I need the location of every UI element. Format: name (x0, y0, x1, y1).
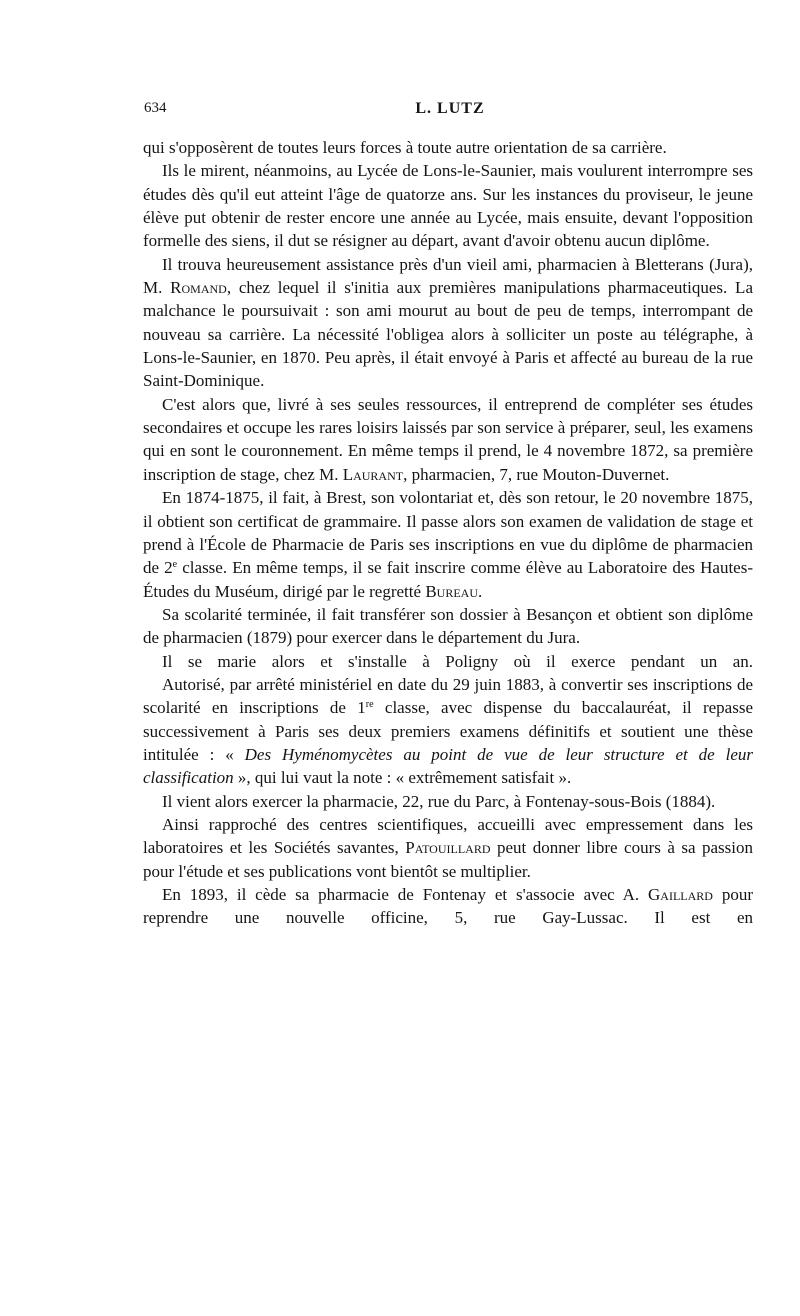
paragraph-1 (143, 136, 753, 159)
paragraph-10-text-b: peut donner libre cours à sa passion pour l'étude et ses publications vont bientôt se multiplier. (143, 838, 753, 881)
paragraph-3-text-a: Il trouva heureusement assistance près d'un vieil ami, pharmacien à Bletterans (Jura), M. (143, 254, 753, 298)
superscript-e: e (172, 559, 178, 571)
person-name-romand: Romand (170, 278, 227, 298)
person-name-gaillard: Gaillard (648, 885, 713, 904)
running-head (140, 100, 760, 124)
page-number: 634 (144, 100, 167, 116)
paragraph-1-text: qui s'opposèrent de toutes leurs forces à toute autre orientation de sa carrière. (143, 138, 667, 157)
paragraph-6-text: Sa scolarité terminée, il fait transférer son dossier à Besançon et obtient son diplôme de pharmacien (1879) pour exercer dans le département du Jura. (143, 604, 753, 648)
paragraph-4 (143, 393, 753, 486)
paragraph-4-text-b: , pharmacien, 7, rue Mouton-Duvernet. (403, 464, 670, 484)
paragraph-11-text-b: pour reprendre une nouvelle officine, 5, rue Gay-Lussac. Il est en (143, 885, 753, 928)
paragraph-4-text-a: C'est alors que, livré à ses seules ressources, il entreprend de compléter ses études secondaires et occupe les rares loisirs laissés par son service à préparer, seul, les examens qui en sont le couronnement. En même temps il prend, le 4 novembre 1872, sa première inscription de stage, chez M. (143, 394, 753, 484)
paragraph-9-text: Il vient alors exercer la pharmacie, 22, rue du Parc, à Fontenay-sous-Bois (1884). (162, 791, 716, 811)
paragraph-11-text-a: En 1893, il cède sa pharmacie de Fontenay et s'associe avec A. (162, 885, 649, 904)
paragraph-8-text-a: Autorisé, par arrêté ministériel en date du 29 juin 1883, à convertir ses inscriptions de scolarité en inscriptions de 1 (143, 674, 753, 718)
paragraph-7 (143, 650, 753, 673)
paragraph-3 (143, 253, 753, 393)
paragraph-7-text: Il se marie alors et s'installe à Poligny où il exerce pendant un an. (162, 651, 753, 671)
person-name-patouillard: Patouillard (405, 838, 491, 858)
paragraph-2 (143, 159, 753, 252)
paragraph-9 (143, 790, 753, 813)
person-name-bureau: Bureau (425, 581, 478, 601)
paragraph-5-text-b: classe. En même temps, il se fait inscrire comme élève au Laboratoire des Hautes-Études du Muséum, dirigé par le regretté (143, 558, 753, 601)
superscript-re: re (365, 699, 374, 711)
paragraph-11 (143, 883, 753, 930)
paragraph-6 (143, 603, 753, 650)
running-title: L. LUTZ (415, 100, 485, 117)
paragraph-10 (143, 813, 753, 883)
paragraph-8 (143, 673, 753, 790)
paragraph-8-text-b: classe, avec dispense du baccalauréat, il repasse successivement à Paris ses deux premiers examens définitifs et soutient une thèse intitulée : « (143, 698, 753, 764)
paragraph-3-text-b: , chez lequel il s'initia aux premières manipulations pharmaceutiques. La malchance le poursuivait : son ami mourut au bout de peu de temps, interrompant de nouveau sa carrière. La nécessité l'obligea alors à solliciter un poste au télégraphe, à Lons-le-Saunier, en 1870. Peu après, il était envoyé à Paris et affecté au bureau de la rue Saint-Dominique. (143, 278, 753, 391)
paragraph-10-text-a: Ainsi rapproché des centres scientifiques, accueilli avec empressement dans les laboratoires et les Sociétés savantes, (143, 814, 753, 858)
paragraph-8-text-c: », qui lui vaut la note : « extrêmement satisfait ». (233, 768, 572, 788)
paragraph-5-text-c: . (477, 581, 483, 601)
paragraph-2-text: Ils le mirent, néanmoins, au Lycée de Lons-le-Saunier, mais voulurent interrompre ses études dès qu'il eut atteint l'âge de quatorze ans. Sur les instances du proviseur, le jeune élève put obtenir de rester encore une année au Lycée, mais ensuite, devant l'opposition formelle des siens, il dut se résigner au départ, avant d'avoir obtenu aucun diplôme. (143, 161, 753, 251)
body-text (143, 136, 753, 930)
paragraph-5 (143, 486, 753, 603)
thesis-title: Des Hyménomycètes au point de vue de leur structure et de leur classification (143, 744, 753, 788)
person-name-laurant: Laurant (342, 464, 404, 484)
paragraph-5-text-a: En 1874-1875, il fait, à Brest, son volontariat et, dès son retour, le 20 novembre 1875, il obtient son certificat de grammaire. Il passe alors son examen de validation de stage et prend à l'École de Pharmacie de Paris ses inscriptions en vue du diplôme de pharmacien de 2 (143, 488, 753, 578)
